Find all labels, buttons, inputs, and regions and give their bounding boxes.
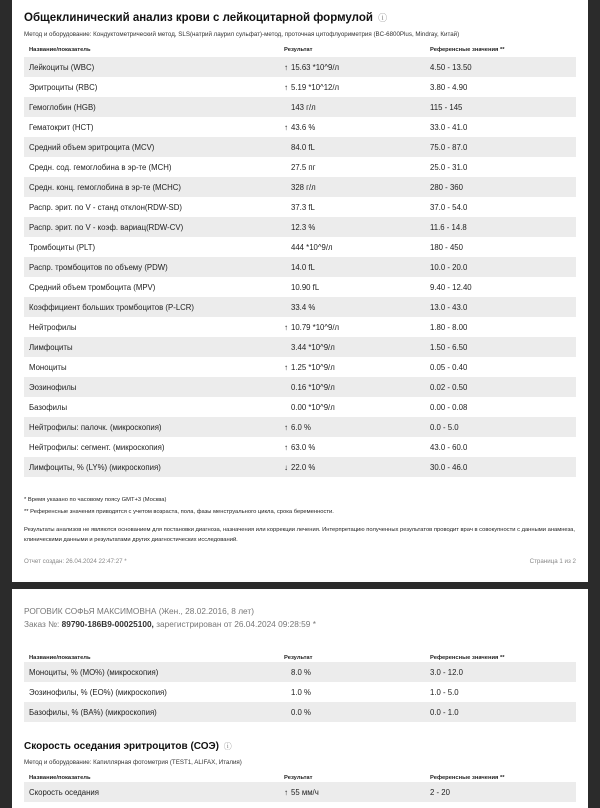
- row-result: [284, 688, 311, 697]
- row-result-value: 328 г/л: [291, 183, 316, 192]
- row-name: Распр. тромбоцитов по объему (PDW): [29, 263, 168, 272]
- table-row: [24, 257, 576, 277]
- row-result: [284, 183, 316, 192]
- table-row: [24, 157, 576, 177]
- disclaimer-text: Результаты анализов не являются основанием для постановки диагноза, назначения или коррекции лечения. Интерпретацию полученных результатов проводит врач в совокупности с данными анамнеза, клиническими данными и результатами других диагностических исследований.: [24, 527, 576, 543]
- row-result-value: 63.0 %: [291, 443, 316, 452]
- row-name: Лимфоциты: [29, 343, 73, 352]
- table-row: [24, 77, 576, 97]
- row-ref: 115 - 145: [430, 103, 463, 112]
- row-result: [284, 403, 335, 412]
- row-name: Тромбоциты (PLT): [29, 243, 96, 252]
- row-result: [284, 343, 335, 352]
- order-label: Заказ №:: [24, 619, 60, 629]
- row-result: [284, 223, 315, 232]
- report-created: Отчет создан: 26.04.2024 22:47:27 *: [24, 558, 127, 565]
- row-ref: 1.80 - 8.00: [430, 323, 468, 332]
- row-ref: 9.40 - 12.40: [430, 283, 472, 292]
- row-name: Средний объем тромбоцита (MPV): [29, 283, 156, 292]
- table-row: [24, 782, 576, 802]
- row-result-value: 1.0 %: [291, 688, 311, 697]
- patient-info: РОГОВИК СОФЬЯ МАКСИМОВНА (Жен., 28.02.2016, 8 лет): [24, 606, 254, 616]
- row-result: [284, 83, 339, 92]
- row-ref: 3.80 - 4.90: [430, 83, 468, 92]
- row-ref: 0.05 - 0.40: [430, 363, 468, 372]
- table-row: [24, 177, 576, 197]
- row-ref: 33.0 - 41.0: [430, 123, 468, 132]
- row-result: [284, 163, 315, 172]
- row-result: [284, 63, 339, 72]
- table-row: [24, 682, 576, 702]
- esr-results-table: [24, 782, 576, 802]
- row-result: [284, 443, 315, 452]
- table-row: [24, 437, 576, 457]
- row-ref: 37.0 - 54.0: [430, 203, 468, 212]
- order-registered: зарегистрирован от 26.04.2024 09:28:59 *: [156, 619, 316, 629]
- row-ref: 0.00 - 0.08: [430, 403, 468, 412]
- row-result-value: 12.3 %: [291, 223, 316, 232]
- page-number: Страница 1 из 2: [529, 558, 576, 565]
- order-info: [24, 619, 316, 629]
- row-ref: 4.50 - 13.50: [430, 63, 472, 72]
- report-page-1: [12, 0, 588, 582]
- row-name: Лимфоциты, % (LY%) (микроскопия): [29, 463, 161, 472]
- row-result-value: 1.25 *10^9/л: [291, 363, 335, 372]
- row-result: [284, 123, 315, 132]
- table-row: [24, 117, 576, 137]
- esr-section-title: [24, 741, 232, 752]
- row-ref: 75.0 - 87.0: [430, 143, 468, 152]
- order-number: 89790-186B9-00025100,: [61, 619, 154, 629]
- row-result-value: 84.0 fL: [291, 143, 315, 152]
- table-row: [24, 662, 576, 682]
- row-name: Нейтрофилы: палочк. (микроскопия): [29, 423, 162, 432]
- row-ref: 11.6 - 14.8: [430, 223, 467, 232]
- row-result-value: 0.16 *10^9/л: [291, 383, 335, 392]
- row-name: Эозинофилы: [29, 383, 77, 392]
- table-row: [24, 217, 576, 237]
- cbc-results-table: [24, 57, 576, 477]
- row-ref: 10.0 - 20.0: [430, 263, 468, 272]
- row-result: [284, 383, 335, 392]
- row-result-value: 27.5 пг: [291, 163, 316, 172]
- table-row: [24, 317, 576, 337]
- table-row: [24, 377, 576, 397]
- row-ref: 13.0 - 43.0: [430, 303, 468, 312]
- row-name: Нейтрофилы: сегмент. (микроскопия): [29, 443, 165, 452]
- table-row: [24, 137, 576, 157]
- table-row: [24, 357, 576, 377]
- info-icon[interactable]: ⓘ: [223, 742, 232, 751]
- row-result: [284, 303, 315, 312]
- table-row: [24, 97, 576, 117]
- table-row: [24, 397, 576, 417]
- row-result-value: 6.0 %: [291, 423, 311, 432]
- row-result: [284, 203, 315, 212]
- header-result: Результат: [284, 47, 313, 53]
- report-page-2: [12, 589, 588, 808]
- header-result: Результат: [284, 775, 313, 781]
- table-row: [24, 702, 576, 722]
- row-result-value: 444 *10^9/л: [291, 243, 333, 252]
- row-name: Коэффициент больших тромбоцитов (P-LCR): [29, 303, 195, 312]
- header-name: Название/показатель: [29, 775, 91, 781]
- row-result: [284, 708, 311, 717]
- arrow-up-icon: ↑: [284, 63, 288, 72]
- row-result-value: 33.4 %: [291, 303, 316, 312]
- row-name: Нейтрофилы: [29, 323, 77, 332]
- arrow-up-icon: ↑: [284, 123, 288, 132]
- row-ref: 0.0 - 1.0: [430, 708, 459, 717]
- cbc-table-header: [24, 45, 576, 57]
- row-ref: 25.0 - 31.0: [430, 163, 468, 172]
- row-ref: 1.50 - 6.50: [430, 343, 468, 352]
- arrow-down-icon: ↓: [284, 463, 288, 472]
- row-result: [284, 103, 316, 112]
- row-result: [284, 263, 315, 272]
- arrow-up-icon: ↑: [284, 423, 288, 432]
- row-result-value: 22.0 %: [291, 463, 316, 472]
- row-name: Распр. эрит. по V - коэф. вариац(RDW-CV): [29, 223, 184, 232]
- header-result: Результат: [284, 655, 313, 661]
- row-result: [284, 363, 335, 372]
- row-result: [284, 788, 319, 797]
- table-row: [24, 237, 576, 257]
- row-name: Распр. эрит. по V - станд отклон(RDW-SD): [29, 203, 182, 212]
- cbc-method-text: Метод и оборудование: Кондуктометрический метод, SLS(натрий лаурил сульфат)-метод, проточная цитофлуориметрия (BC-6800Plus, Mindray, Китай): [24, 31, 460, 38]
- table-row: [24, 457, 576, 477]
- row-name: Гематокрит (HCT): [29, 123, 94, 132]
- row-result: [284, 283, 319, 292]
- timezone-note: * Время указано по часовому поясу GMT+3 (Москва): [24, 497, 167, 503]
- row-ref: 0.02 - 0.50: [430, 383, 468, 392]
- row-name: Базофилы: [29, 403, 68, 412]
- row-result: [284, 463, 315, 472]
- row-result: [284, 323, 339, 332]
- row-result: [284, 423, 311, 432]
- table-row: [24, 337, 576, 357]
- header-ref: Референсные значения **: [430, 47, 505, 53]
- reference-note: ** Референсные значения приводятся с учетом возраста, пола, фазы менструального цикла, срока беременности.: [24, 509, 334, 515]
- row-name: Моноциты, % (MO%) (микроскопия): [29, 668, 159, 677]
- table-row: [24, 57, 576, 77]
- table-row: [24, 417, 576, 437]
- row-name: Гемоглобин (HGB): [29, 103, 96, 112]
- table-row: [24, 297, 576, 317]
- arrow-up-icon: ↑: [284, 788, 288, 797]
- row-name: Эозинофилы, % (EO%) (микроскопия): [29, 688, 167, 697]
- row-name: Средн. сод. гемоглобина в эр-те (MCH): [29, 163, 172, 172]
- arrow-up-icon: ↑: [284, 323, 288, 332]
- header-ref: Референсные значения **: [430, 775, 505, 781]
- row-result-value: 143 г/л: [291, 103, 316, 112]
- arrow-up-icon: ↑: [284, 363, 288, 372]
- row-result: [284, 143, 315, 152]
- header-name: Название/показатель: [29, 655, 91, 661]
- row-result: [284, 668, 311, 677]
- row-name: Эритроциты (RBC): [29, 83, 98, 92]
- row-name: Базофилы, % (BA%) (микроскопия): [29, 708, 157, 717]
- row-name: Средн. конц. гемоглобина в эр-те (MCHC): [29, 183, 182, 192]
- row-result-value: 14.0 fL: [291, 263, 315, 272]
- table-row: [24, 277, 576, 297]
- diff-results-table: [24, 662, 576, 722]
- row-ref: 30.0 - 46.0: [430, 463, 468, 472]
- info-icon[interactable]: ⓘ: [378, 13, 388, 23]
- row-result-value: 37.3 fL: [291, 203, 315, 212]
- row-result-value: 8.0 %: [291, 668, 311, 677]
- row-ref: 1.0 - 5.0: [430, 688, 459, 697]
- row-name: Моноциты: [29, 363, 67, 372]
- row-ref: 43.0 - 60.0: [430, 443, 468, 452]
- row-result-value: 0.00 *10^9/л: [291, 403, 335, 412]
- row-ref: 3.0 - 12.0: [430, 668, 463, 677]
- row-result-value: 0.0 %: [291, 708, 311, 717]
- row-name: Средний объем эритроцита (MCV): [29, 143, 155, 152]
- row-ref: 180 - 450: [430, 243, 463, 252]
- row-ref: 0.0 - 5.0: [430, 423, 459, 432]
- esr-title-text: Скорость оседания эритроцитов (СОЭ): [24, 741, 219, 752]
- row-name: Лейкоциты (WBC): [29, 63, 95, 72]
- arrow-up-icon: ↑: [284, 83, 288, 92]
- esr-method-text: Метод и оборудование: Капиллярная фотометрия (TEST1, ALIFAX, Италия): [24, 759, 242, 766]
- row-result-value: 10.79 *10^9/л: [291, 323, 340, 332]
- cbc-title-text: Общеклинический анализ крови с лейкоцитарной формулой: [24, 12, 373, 24]
- cbc-section-title: [24, 11, 387, 24]
- row-name: Скорость оседания: [29, 788, 100, 797]
- header-ref: Референсные значения **: [430, 655, 505, 661]
- row-result-value: 3.44 *10^9/л: [291, 343, 335, 352]
- row-result-value: 10.90 fL: [291, 283, 320, 292]
- row-result-value: 43.6 %: [291, 123, 316, 132]
- row-result: [284, 243, 333, 252]
- row-result-value: 5.19 *10^12/л: [291, 83, 340, 92]
- row-ref: 280 - 360: [430, 183, 463, 192]
- row-result-value: 55 мм/ч: [291, 788, 319, 797]
- header-name: Название/показатель: [29, 47, 91, 53]
- arrow-up-icon: ↑: [284, 443, 288, 452]
- row-result-value: 15.63 *10^9/л: [291, 63, 340, 72]
- table-row: [24, 197, 576, 217]
- row-ref: 2 - 20: [430, 788, 450, 797]
